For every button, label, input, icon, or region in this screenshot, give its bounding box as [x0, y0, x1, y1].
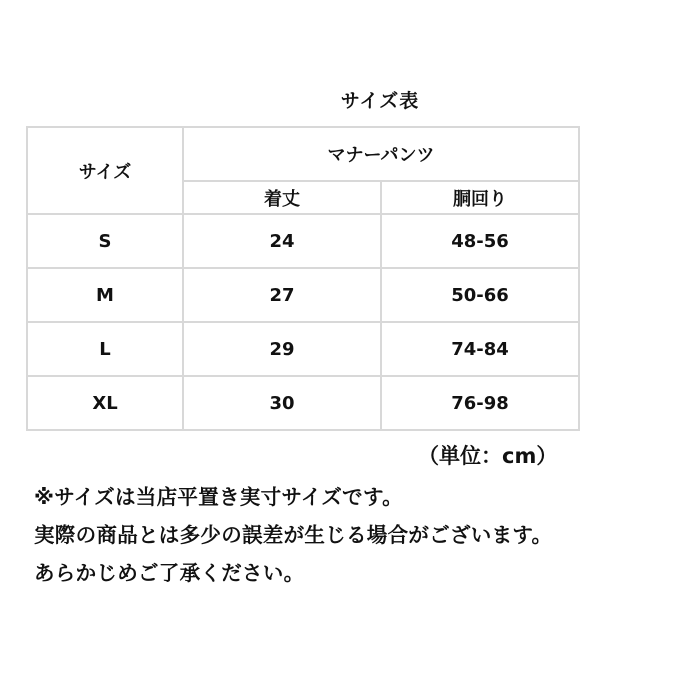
page-title: サイズ表 — [340, 90, 420, 112]
table-row — [27, 214, 579, 268]
length-cell: 24 — [183, 214, 381, 268]
size-cell: L — [27, 322, 183, 376]
size-cell: S — [27, 214, 183, 268]
table-row — [27, 376, 579, 430]
notes-block — [34, 478, 694, 592]
size-column-header: サイズ — [27, 127, 183, 214]
waist-cell: 76-98 — [381, 376, 579, 430]
waist-cell: 74-84 — [381, 322, 579, 376]
size-table — [26, 126, 580, 431]
waist-column-header: 胴回り — [381, 181, 579, 214]
unit-note: （単位：cm） — [418, 444, 558, 468]
note-line: 実際の商品とは多少の誤差が生じる場合がございます。 — [34, 523, 553, 547]
length-cell: 27 — [183, 268, 381, 322]
note-line: ※サイズは当店平置き実寸サイズです。 — [34, 485, 403, 509]
table-header-row — [27, 127, 579, 181]
note-line: あらかじめご了承ください。 — [34, 561, 305, 585]
length-cell: 30 — [183, 376, 381, 430]
size-cell: XL — [27, 376, 183, 430]
size-cell: M — [27, 268, 183, 322]
waist-cell: 48-56 — [381, 214, 579, 268]
table-row — [27, 268, 579, 322]
table-row — [27, 322, 579, 376]
product-group-header: マナーパンツ — [183, 127, 579, 181]
length-column-header: 着丈 — [183, 181, 381, 214]
length-cell: 29 — [183, 322, 381, 376]
waist-cell: 50-66 — [381, 268, 579, 322]
